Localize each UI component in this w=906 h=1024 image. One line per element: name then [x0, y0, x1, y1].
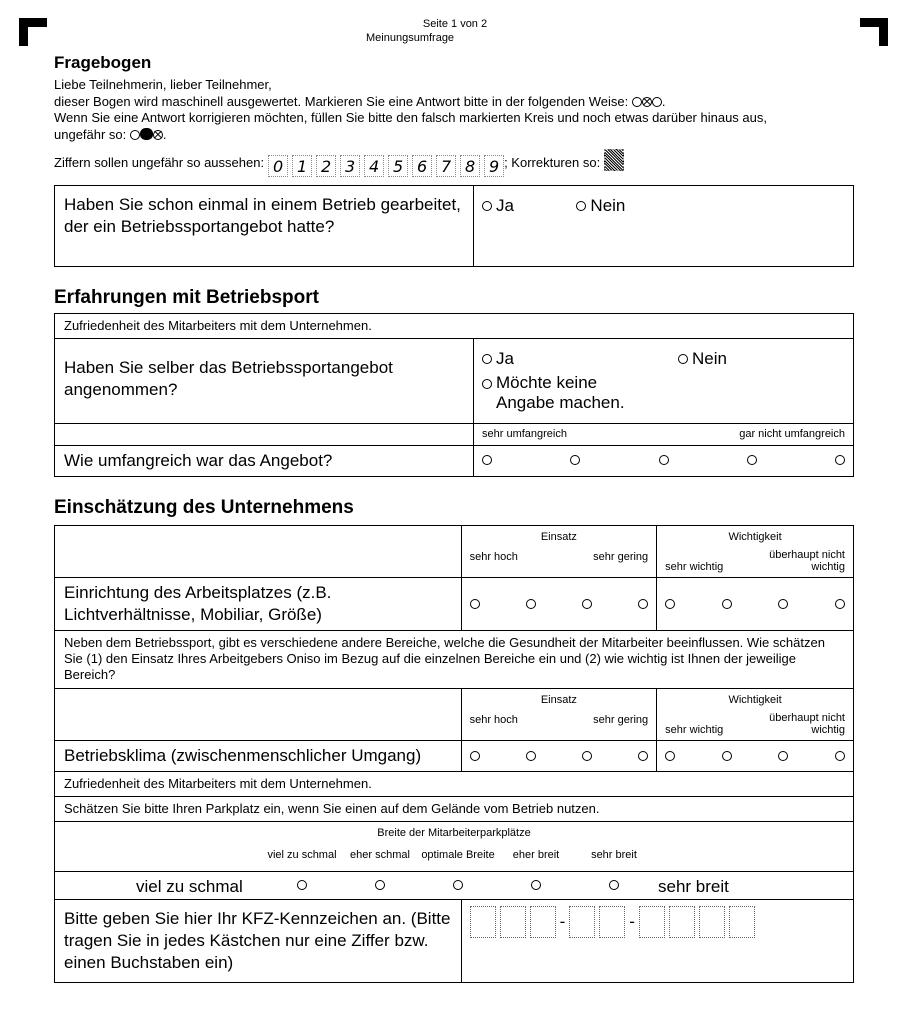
plate-char-box[interactable]	[470, 906, 496, 938]
radio-circle-icon[interactable]	[470, 751, 480, 761]
section-note: Zufriedenheit des Mitarbeiters mit dem Unternehmen.	[55, 772, 854, 797]
intro-line: Wenn Sie eine Antwort korrigieren möchten, füllen Sie bitte den falsch markierten Kreis und noch etwas darüber hinaus aus,	[54, 110, 767, 125]
intro-line: ungefähr so: .	[54, 126, 167, 142]
radio-circle-icon[interactable]	[297, 880, 307, 890]
parking-label-right: sehr breit	[658, 877, 729, 896]
digit-sample: 6	[412, 155, 432, 177]
radio-circle-icon[interactable]	[470, 599, 480, 609]
scale-label-right: gar nicht umfangreich	[739, 428, 845, 440]
plate-char-box[interactable]	[530, 906, 556, 938]
example-empty-circle-icon	[130, 130, 140, 140]
rating-scale	[657, 742, 853, 770]
question-table-3: Einsatz sehr hoch sehr gering Wichtigkeit sehr wichtig überhaupt nicht wichtig Einrichtung des Arbeitsplatzes (z.B. Lichtverhältnisse, Mobiliar, Größe) Neben dem Betriebssport, gibt es verschiedene andere Bereiche, welche die Gesundheit der Mitarbeiter beeinflussen. Wie schätzen Sie (1) den Einsatz Ihres Arbeitgebers Oniso im Bezug auf die einzelnen Bereiche ein und (2) wie wichtig ist Ihnen der jeweilige Bereich? Einsatz sehr hoch sehr gering Wichtigkeit sehr wichtig überhaupt nicht wichtig Betriebsklima (zwischenmenschlicher Umgang) Zufriedenheit des Mitarbeiters mit dem Unternehmen. Schätzen Sie bitte Ihren Parkplatz ein, wenn Sie einen auf dem Gelände vom Betrieb nutzen. Breite der Mitarbeiterparkplätze viel zu schmal eher schmal optimale Breite eher breit sehr breit viel zu schmal sehr breit Bitte geben Sie hier Ihr KFZ-Kennzeichen an. (Bitte tragen Sie in jedes Kästchen nur eine Ziffer bzw. einen Buchstaben ein) - -	[54, 525, 854, 983]
plate-char-box[interactable]	[569, 906, 595, 938]
radio-circle-icon[interactable]	[570, 455, 580, 465]
digit-sample: 3	[340, 155, 360, 177]
page-number: Seite 1 von 2	[422, 18, 488, 30]
question-text: Haben Sie schon einmal in einem Betrieb gearbeitet, der ein Betriebssportangebot hatte?	[55, 186, 474, 267]
radio-circle-icon[interactable]	[659, 455, 669, 465]
radio-circle-icon[interactable]	[778, 599, 788, 609]
parking-option-label: sehr breit	[591, 849, 637, 861]
radio-circle-icon[interactable]	[678, 354, 688, 364]
parking-label-left: viel zu schmal	[136, 877, 243, 896]
question-text: Bitte geben Sie hier Ihr KFZ-Kennzeichen an. (Bitte tragen Sie in jedes Kästchen nur eine Ziffer bzw. einen Buchstaben ein)	[55, 900, 462, 983]
plate-char-box[interactable]	[699, 906, 725, 938]
section-title: Einschätzung des Unternehmens	[54, 497, 354, 518]
radio-circle-icon[interactable]	[747, 455, 757, 465]
radio-circle-icon[interactable]	[665, 599, 675, 609]
digit-sample: 5	[388, 155, 408, 177]
digit-sample: 0	[268, 155, 288, 177]
plate-char-box[interactable]	[729, 906, 755, 938]
radio-circle-icon[interactable]	[835, 599, 845, 609]
question-table-2	[54, 313, 854, 477]
digit-sample: 9	[484, 155, 504, 177]
example-crossed-circle-icon	[153, 130, 163, 140]
radio-circle-icon[interactable]	[582, 751, 592, 761]
parking-option-label: eher schmal	[350, 849, 410, 861]
digits-example: Ziffern sollen ungefähr so aussehen: 0 1 2 3 4 5 6 7 8 9 ; Korrekturen so:	[54, 149, 854, 177]
rating-scale	[657, 590, 853, 618]
rating-scale	[474, 446, 853, 474]
radio-circle-icon[interactable]	[526, 751, 536, 761]
page-title: Fragebogen	[54, 53, 152, 72]
survey-name: Meinungsumfrage	[366, 32, 455, 44]
example-empty-circle-icon	[632, 97, 642, 107]
radio-circle-icon[interactable]	[375, 880, 385, 890]
section-note: Neben dem Betriebssport, gibt es verschiedene andere Bereiche, welche die Gesundheit der Mitarbeiter beeinflussen. Wie schätzen Sie (1) den Einsatz Ihres Arbeitgebers Oniso im Bezug auf die einzelnen Bereiche ein und (2) wie wichtig ist Ihnen der jeweilige Bereich?	[55, 631, 854, 689]
radio-circle-icon[interactable]	[482, 201, 492, 211]
section-note: Zufriedenheit des Mitarbeiters mit dem Unternehmen.	[55, 314, 854, 339]
group-header: Wichtigkeit	[728, 531, 782, 543]
radio-circle-icon[interactable]	[835, 751, 845, 761]
parking-option-label: viel zu schmal	[267, 849, 337, 861]
plate-char-box[interactable]	[639, 906, 665, 938]
question-text: Wie umfangreich war das Angebot?	[55, 446, 474, 477]
digit-sample: 7	[436, 155, 456, 177]
parking-title: Breite der Mitarbeiterparkplätze	[377, 827, 531, 839]
plate-char-box[interactable]	[500, 906, 526, 938]
parking-option-label: optimale Breite	[421, 849, 495, 861]
radio-circle-icon[interactable]	[482, 455, 492, 465]
radio-circle-icon[interactable]	[638, 599, 648, 609]
radio-circle-icon[interactable]	[482, 379, 492, 389]
question-table-1	[54, 185, 854, 267]
digit-sample: 4	[364, 155, 384, 177]
radio-circle-icon[interactable]	[482, 354, 492, 364]
question-text: Einrichtung des Arbeitsplatzes (z.B. Lichtverhältnisse, Mobiliar, Größe)	[55, 578, 462, 631]
intro-text	[54, 77, 854, 177]
rating-scale	[462, 590, 657, 618]
digit-sample: 8	[460, 155, 480, 177]
example-empty-circle-icon	[652, 97, 662, 107]
parking-option-label: eher breit	[512, 849, 560, 861]
plate-char-box[interactable]	[669, 906, 695, 938]
radio-circle-icon[interactable]	[609, 880, 619, 890]
question-text: Haben Sie selber das Betriebssportangebot angenommen?	[55, 339, 474, 424]
digit-sample: 1	[292, 155, 312, 177]
intro-line: dieser Bogen wird maschinell ausgewertet. Markieren Sie eine Antwort bitte in der folgenden Weise: .	[54, 93, 666, 109]
radio-option-nein[interactable]: Nein	[678, 349, 727, 369]
parking-scale	[263, 880, 653, 890]
correction-scribble-icon	[604, 149, 624, 171]
radio-circle-icon[interactable]	[665, 751, 675, 761]
license-plate-input	[462, 900, 853, 944]
radio-option-no-answer[interactable]: Möchte keine Angabe machen.	[482, 373, 646, 413]
plate-char-box[interactable]	[599, 906, 625, 938]
parking-scale-header	[263, 842, 653, 868]
radio-circle-icon[interactable]	[722, 599, 732, 609]
plate-separator: -	[559, 912, 566, 931]
section-title: Erfahrungen mit Betriebsport	[54, 287, 319, 308]
example-filled-circle-icon	[140, 128, 153, 140]
radio-circle-icon[interactable]	[778, 751, 788, 761]
group-header: Wichtigkeit	[728, 694, 782, 706]
scale-label-left: sehr umfangreich	[482, 428, 567, 440]
radio-circle-icon[interactable]	[526, 599, 536, 609]
radio-circle-icon[interactable]	[453, 880, 463, 890]
digit-sample: 2	[316, 155, 336, 177]
group-header: Einsatz	[540, 694, 577, 706]
radio-option-ja[interactable]: Ja	[482, 349, 678, 369]
question-text: Betriebsklima (zwischenmenschlicher Umgang)	[55, 741, 462, 772]
radio-circle-icon[interactable]	[531, 880, 541, 890]
radio-circle-icon[interactable]	[835, 455, 845, 465]
group-header: Einsatz	[540, 531, 577, 543]
radio-circle-icon[interactable]	[576, 201, 586, 211]
plate-separator: -	[629, 912, 635, 931]
intro-line: Liebe Teilnehmerin, lieber Teilnehmer,	[54, 77, 272, 92]
radio-circle-icon[interactable]	[582, 599, 592, 609]
section-note: Schätzen Sie bitte Ihren Parkplatz ein, wenn Sie einen auf dem Gelände vom Betrieb nutzen.	[55, 797, 854, 822]
radio-option-nein[interactable]: Nein	[576, 196, 625, 216]
radio-option-ja[interactable]: Ja	[482, 196, 514, 216]
radio-circle-icon[interactable]	[722, 751, 732, 761]
radio-circle-icon[interactable]	[638, 751, 648, 761]
rating-scale	[462, 742, 657, 770]
example-crossed-circle-icon	[642, 97, 652, 107]
